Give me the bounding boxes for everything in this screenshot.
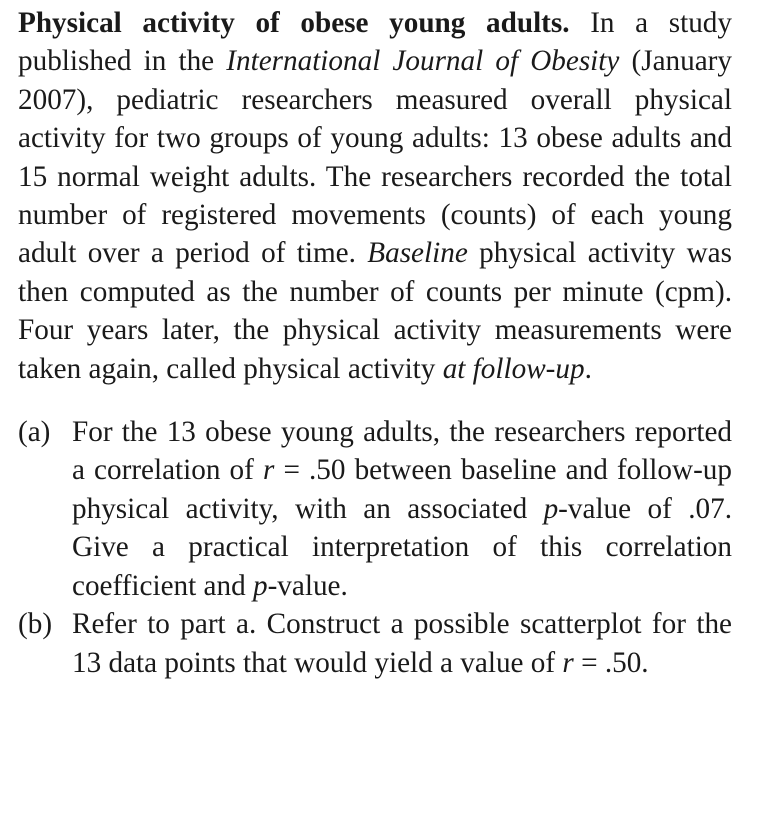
followup-term: at follow-up xyxy=(442,352,585,385)
part-a-text-2: = .50 between baseline and follow-up physical activity, with an associated xyxy=(72,454,732,525)
part-b-text-2: = .50. xyxy=(573,646,649,679)
question-parts xyxy=(18,413,732,682)
part-a-p-symbol-2: p xyxy=(252,569,268,602)
part-a-label: (a) xyxy=(18,416,51,449)
part-b-label: (b) xyxy=(18,608,53,641)
intro-text-1: In a study published in the xyxy=(18,7,732,78)
problem-title: Physical activity of obese young adults. xyxy=(18,7,570,39)
part-a-text-1: For the 13 obese young adults, the researchers reported a correlation of xyxy=(72,416,732,487)
intro-text-4: . xyxy=(584,352,592,385)
intro-text-2: (January 2007), pediatric researchers measured overall physical activity for two groups of young adults: 13 obese adults and 15 normal weight adults. The researchers recorded the total number of registered movements (counts) of each young adult over a period of time. xyxy=(18,45,732,270)
baseline-term: Baseline xyxy=(367,237,468,270)
textbook-page xyxy=(18,4,732,682)
intro-text-3: physical activity was then computed as the number of counts per minute (cpm). Four years later, the physical activity measurements were taken again, called physical activity xyxy=(18,237,732,385)
problem-statement xyxy=(18,4,732,388)
part-a-text-3: -value of .07. Give a practical interpretation of this correlation coefficient and xyxy=(72,492,732,602)
part-a-text-4: -value. xyxy=(267,569,348,602)
part-a-r-symbol: r xyxy=(262,454,275,487)
part-b-text-1: Refer to part a. Construct a possible scatterplot for the 13 data points that would yield a value of xyxy=(72,608,732,679)
part-b-r-symbol: r xyxy=(562,646,574,679)
part-b xyxy=(18,605,732,682)
part-a-p-symbol-1: p xyxy=(543,492,559,525)
journal-name: International Journal of Obesity xyxy=(226,45,620,78)
part-a xyxy=(18,413,732,605)
